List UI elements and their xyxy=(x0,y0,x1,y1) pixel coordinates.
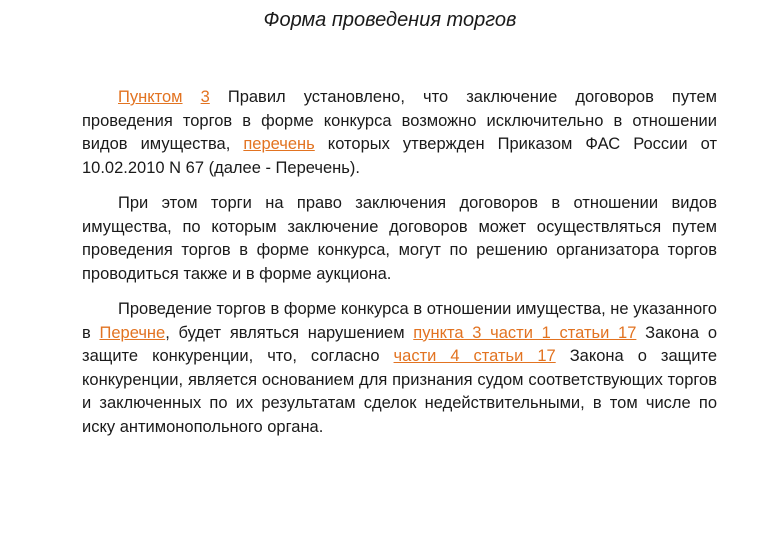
paragraph-1-text-a: Правил установлено, что заключение договоров путем проведения торгов в форме конкурса возможно исключительно в отношении видов имущества, xyxy=(82,88,717,153)
link-punktom[interactable]: Пунктом xyxy=(118,88,183,106)
paragraph-3-text-d: Закона о защите конкуренции, является основанием для признания судом соответствующих торгов и заключенных по их результатам сделок недействительными, в том числе по иску антимонопольного органа. xyxy=(82,347,717,436)
paragraph-2: При этом торги на право заключения договоров в отношении видов имущества, по которым заключение договоров может осуществляться путем проведения торгов в форме конкурса, могут по решению организатора торгов проводиться также и в форме аукциона. xyxy=(82,194,717,283)
link-chasti-4-stati-17[interactable]: части 4 статьи 17 xyxy=(393,347,556,365)
paragraph-1-text-b: которых утвержден Приказом ФАС России от 10.02.2010 N 67 (далее - Перечень). xyxy=(82,135,717,177)
document-body xyxy=(82,86,717,451)
link-punkta-3-chasti-1-stati-17[interactable]: пункта 3 части 1 статьи 17 xyxy=(413,323,637,342)
paragraph-3-text-a: Проведение торгов в форме конкурса в отношении имущества, не указанного в xyxy=(82,300,717,342)
paragraph-1 xyxy=(82,86,717,180)
link-3[interactable]: 3 xyxy=(200,88,210,106)
paragraph-3-text-c: Закона о защите конкуренции, что, согласно xyxy=(82,323,717,365)
link-perechne[interactable]: Перечне xyxy=(99,323,166,342)
page-title: Форма проведения торгов xyxy=(263,9,517,31)
paragraph-3-text-b: , будет являться нарушением xyxy=(165,323,414,342)
link-perechen[interactable]: перечень xyxy=(243,135,315,153)
paragraph-3 xyxy=(82,298,717,439)
